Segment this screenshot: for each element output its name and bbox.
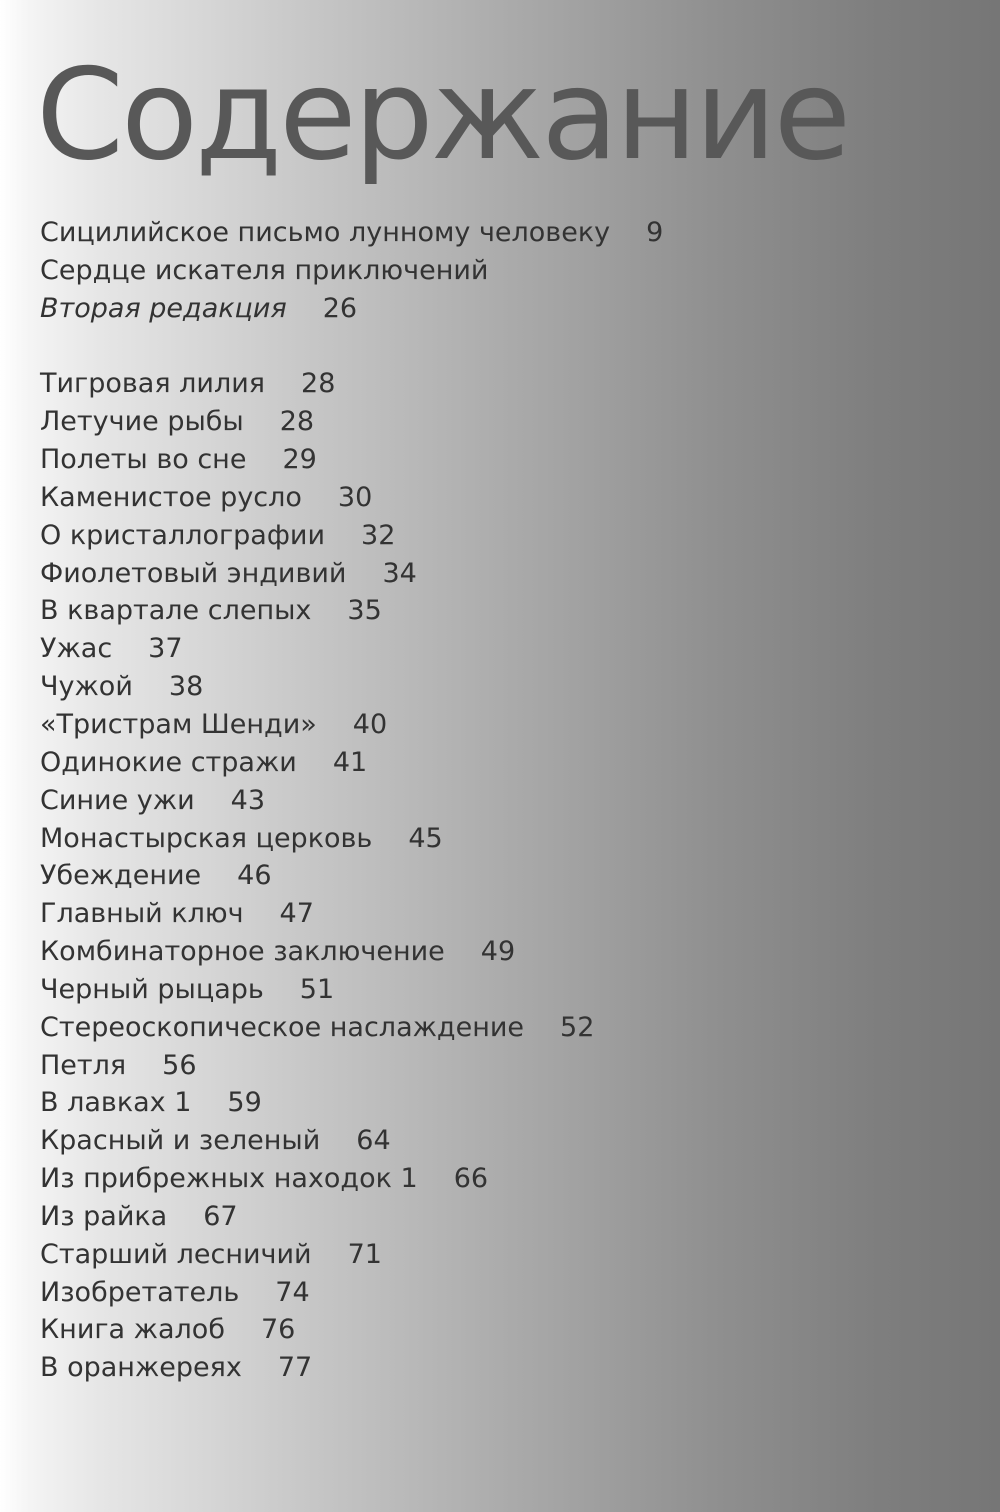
toc-entry (40, 668, 663, 706)
toc-entry-page: 52 (560, 1011, 595, 1043)
toc-entry-title: Главный ключ (40, 898, 244, 930)
toc-entry (40, 630, 663, 668)
toc-entry-page: 77 (277, 1352, 313, 1384)
toc-entry-title: О кристаллографии (40, 519, 326, 551)
toc-entry (40, 1047, 663, 1085)
toc-entry-title: В оранжереях (40, 1352, 242, 1384)
toc-entry (40, 1274, 663, 1312)
toc-entry-title: Петля (40, 1049, 127, 1081)
toc-entry (40, 895, 663, 933)
toc-entry-page: 35 (347, 595, 382, 627)
toc-entry-title: Синие ужи (40, 784, 195, 816)
toc-entry-title: Черный рыцарь (40, 973, 264, 1005)
toc-entry-page: 66 (453, 1163, 489, 1195)
toc-entry-page: 9 (646, 217, 664, 248)
toc-entry-title: «Тристрам Шенди» (40, 708, 317, 740)
toc-entry-title: Из райка (40, 1200, 168, 1232)
toc-entry-page: 56 (162, 1049, 197, 1081)
toc-entry-page: 43 (230, 784, 266, 816)
toc-entry (40, 1084, 663, 1122)
toc-entry-title: В квартале слепых (40, 595, 312, 627)
toc-entry-page: 28 (301, 368, 336, 400)
toc-entry-page: 45 (408, 822, 443, 854)
toc-entry-page: 26 (322, 292, 358, 324)
toc-entry (40, 214, 663, 252)
toc-entry-title: Убеждение (40, 860, 202, 892)
toc-entry-title: Комбинаторное заключение (40, 936, 445, 968)
toc-entry-title: Изобретатель (40, 1276, 240, 1308)
toc-entry-page: 74 (275, 1276, 310, 1308)
toc-entry (40, 1198, 663, 1236)
table-of-contents (40, 214, 663, 1387)
toc-entry-title: Стереоскопическое наслаждение (40, 1011, 525, 1043)
toc-entry-title: Летучие рыбы (40, 406, 244, 438)
toc-entry (40, 1009, 663, 1047)
toc-entry-page: 47 (279, 898, 314, 930)
toc-entry (40, 555, 663, 593)
toc-entry (40, 820, 663, 858)
toc-entry-title: Монастырская церковь (40, 822, 373, 854)
toc-entry (40, 441, 663, 479)
toc-entry-title: Красный и зеленый (40, 1125, 321, 1157)
toc-entry-page: 71 (347, 1238, 382, 1270)
toc-entry (40, 1311, 663, 1349)
toc-entry-page: 67 (203, 1200, 238, 1232)
toc-entry-title: Из прибрежных находок 1 (40, 1163, 418, 1195)
page-title: Содержание (36, 41, 849, 188)
toc-entry-page: 51 (299, 973, 335, 1005)
toc-entry-title: Вторая редакция (40, 292, 287, 324)
toc-entry-page: 38 (168, 671, 204, 703)
toc-entry (40, 857, 663, 895)
toc-entry (40, 971, 663, 1009)
toc-entry-page: 30 (337, 481, 373, 513)
toc-entry-title: Книга жалоб (40, 1314, 225, 1346)
toc-entry (40, 1349, 663, 1387)
toc-entry-title: Тигровая лилия (40, 368, 266, 400)
toc-entry-page: 59 (227, 1087, 262, 1119)
toc-entry-title: Фиолетовый эндивий (40, 557, 347, 589)
toc-entry (40, 517, 663, 555)
toc-entry-page: 34 (382, 557, 417, 589)
toc-entry (40, 782, 663, 820)
toc-entry-title: Каменистое русло (40, 481, 302, 513)
toc-entry-title: Чужой (40, 671, 133, 703)
toc-entry-title: Старший лесничий (40, 1238, 312, 1270)
toc-entry-title: Полеты во сне (40, 444, 247, 476)
toc-entry-page: 28 (279, 406, 315, 438)
toc-entry-title: Ужас (40, 633, 113, 665)
toc-entry (40, 290, 663, 328)
toc-entry-page: 76 (260, 1314, 296, 1346)
toc-entry (40, 744, 663, 782)
toc-entry-page: 64 (356, 1125, 391, 1157)
toc-entry-page: 40 (352, 708, 388, 740)
toc-entry (40, 933, 663, 971)
toc-entry (40, 706, 663, 744)
toc-entry (40, 1160, 663, 1198)
toc-entry (40, 365, 663, 403)
toc-entry (40, 479, 663, 517)
toc-entry-title: В лавках 1 (40, 1087, 192, 1119)
toc-entry (40, 403, 663, 441)
toc-entry-page: 37 (148, 633, 183, 665)
toc-entry-page: 29 (282, 444, 317, 476)
toc-entry-page: 49 (480, 936, 516, 968)
toc-entry (40, 592, 663, 630)
toc-entry-page: 41 (332, 746, 368, 778)
toc-entry-title: Одинокие стражи (40, 746, 297, 778)
toc-entry (40, 252, 663, 290)
toc-entry (40, 1122, 663, 1160)
toc-entry (40, 1236, 663, 1274)
toc-entry-title: Сердце искателя приключений (40, 254, 489, 286)
toc-entry-page: 46 (237, 860, 272, 892)
toc-entry-title: Сицилийское письмо лунному человеку (40, 217, 611, 248)
toc-entry-page: 32 (361, 519, 396, 551)
